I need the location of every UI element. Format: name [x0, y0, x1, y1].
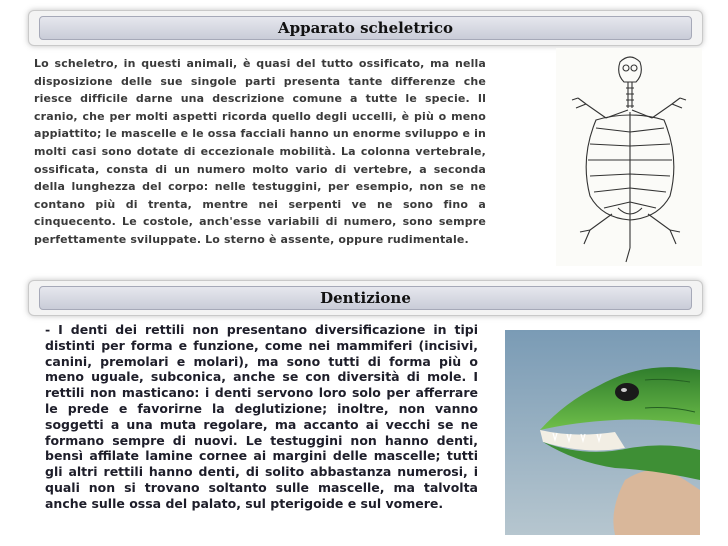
dentition-paragraph: - I denti dei rettili non presentano diversificazione in tipi distinti per forma e funzione, come nei mammiferi (incisivi, canini, premolari e molari), ma sono tutti di forma più o meno uguale, subconica, anche se con diversità di mole. I rettili non masticano: i denti servono loro solo per afferrare le prede e favorirne la deglutizione; inoltre, non vanno soggetti a una muta regolare, ma accanto ai vecchi se ne formano sempre di nuovi. Le testuggini non hanno denti, bensì affilate lamine cornee ai margini delle mascelle; tutti gli altri rettili hanno denti, di solito abbastanza numerosi, i quali non si trovano soltanto sulle mascelle, ma talvolta anche sulle ossa del palato, sul pterigoide e sul vomere. [45, 322, 478, 511]
section-header-dentition [28, 280, 703, 316]
section-title-dentition: Dentizione [39, 286, 692, 310]
turtle-skeleton-drawing [556, 48, 702, 266]
turtle-skeleton-image [556, 48, 702, 266]
snake-photo [505, 330, 700, 535]
skeleton-paragraph: Lo scheletro, in questi animali, è quasi del tutto ossificato, ma nella disposizione delle sue singole parti presenta tante differenze che riesce difficile darne una descrizione comune a tutte le specie. Il cranio, che per molti aspetti ricorda quello degli uccelli, è più o meno appiattito; le mascelle e le ossa facciali hanno un enorme sviluppo e in molti casi sono dotate di eccezionale mobilità. La colonna vertebrale, ossificata, consta di un numero molto vario di vertebre, a seconda della lunghezza del corpo: nelle testuggini, per esempio, non se ne contano più di trenta, mentre nei serpenti ve ne sono fino a cinquecento. Le costole, anch'esse variabili di numero, sono sempre perfettamente sviluppate. Lo sterno è assente, oppure rudimentale. [34, 57, 486, 246]
green-snake-drawing [505, 330, 700, 535]
section-title-skeleton: Apparato scheletrico [39, 16, 692, 40]
section-header-skeleton [28, 10, 703, 46]
